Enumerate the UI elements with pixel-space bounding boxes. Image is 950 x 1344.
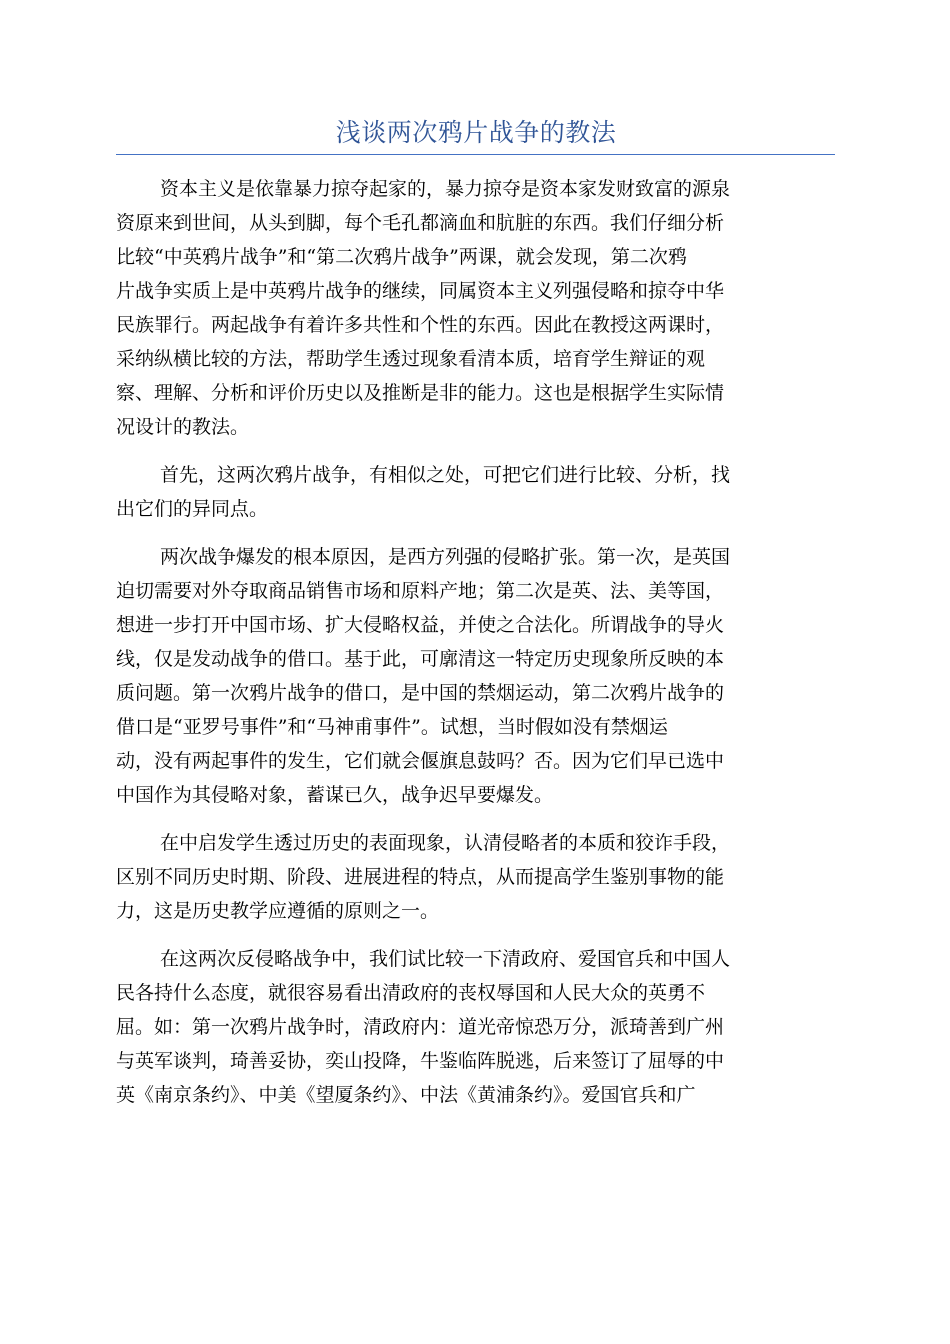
text-line: 想进一步打开中国市场、扩大侵略权益，并使之合法化。所谓战争的导火 [116,614,725,636]
text-line: 英《南京条约》、中美《望厦条约》、中法《黄浦条约》。爱国官兵和广 [116,1084,696,1106]
text-line: 两次战争爆发的根本原因，是西方列强的侵略扩张。第一次，是英国 [160,546,731,568]
text-line: 民族罪行。两起战争有着许多共性和个性的东西。因此在教授这两课时， [116,314,725,336]
text-line: 动，没有两起事件的发生，它们就会偃旗息鼓吗？否。因为它们早已选中 [116,750,725,772]
title-underline [116,154,835,155]
text-line: 片战争实质上是中英鸦片战争的继续，同属资本主义列强侵略和掠夺中华 [116,280,725,302]
document-title: 浅谈两次鸦片战争的教法 [335,118,617,147]
text-line: 与英军谈判，琦善妥协，奕山投降，牛鉴临阵脱逃，后来签订了屈辱的中 [116,1050,725,1072]
document-body [116,172,835,1112]
text-line: 线，仅是发动战争的借口。基于此，可廓清这一特定历史现象所反映的本 [116,648,725,670]
paragraph [116,458,835,526]
text-line: 资原来到世间，从头到脚，每个毛孔都滴血和肮脏的东西。我们仔细分析 [116,212,725,234]
text-line: 力，这是历史教学应遵循的原则之一。 [116,900,440,922]
paragraph [116,942,835,1112]
text-line: 迫切需要对外夺取商品销售市场和原料产地；第二次是英、法、美等国， [116,580,725,602]
text-line: 中国作为其侵略对象，蓄谋已久，战争迟早要爆发。 [116,784,554,806]
text-line: 比较“中英鸦片战争”和“第二次鸦片战争”两课，就会发现，第二次鸦 [116,246,687,268]
paragraph [116,826,835,928]
paragraph-gap [116,928,835,942]
text-line: 在这两次反侵略战争中，我们试比较一下清政府、爱国官兵和中国人 [160,948,731,970]
paragraph-gap [116,526,835,540]
text-line: 民各持什么态度，就很容易看出清政府的丧权辱国和人民大众的英勇不 [116,982,706,1004]
paragraph-gap [116,812,835,826]
text-line: 区别不同历史时期、阶段、进展进程的特点，从而提高学生鉴别事物的能 [116,866,725,888]
paragraph [116,172,835,444]
paragraph [116,540,835,812]
text-line: 察、理解、分析和评价历史以及推断是非的能力。这也是根据学生实际情 [116,382,725,404]
text-line: 采纳纵横比较的方法，帮助学生透过现象看清本质，培育学生辩证的观 [116,348,706,370]
text-line: 资本主义是依靠暴力掠夺起家的，暴力掠夺是资本家发财致富的源泉 [160,178,731,200]
text-line: 屈。如：第一次鸦片战争时，清政府内：道光帝惊恐万分，派琦善到广州 [116,1016,725,1038]
text-line: 借口是“亚罗号事件”和“马神甫事件”。试想，当时假如没有禁烟运 [116,716,668,738]
paragraph-gap [116,444,835,458]
text-line: 况设计的教法。 [116,416,250,438]
text-line: 在中启发学生透过历史的表面现象，认清侵略者的本质和狡诈手段， [160,832,731,854]
text-line: 首先，这两次鸦片战争，有相似之处，可把它们进行比较、分析，找 [160,464,731,486]
text-line: 质问题。第一次鸦片战争的借口，是中国的禁烟运动，第二次鸦片战争的 [116,682,725,704]
text-line: 出它们的异同点。 [116,498,269,520]
